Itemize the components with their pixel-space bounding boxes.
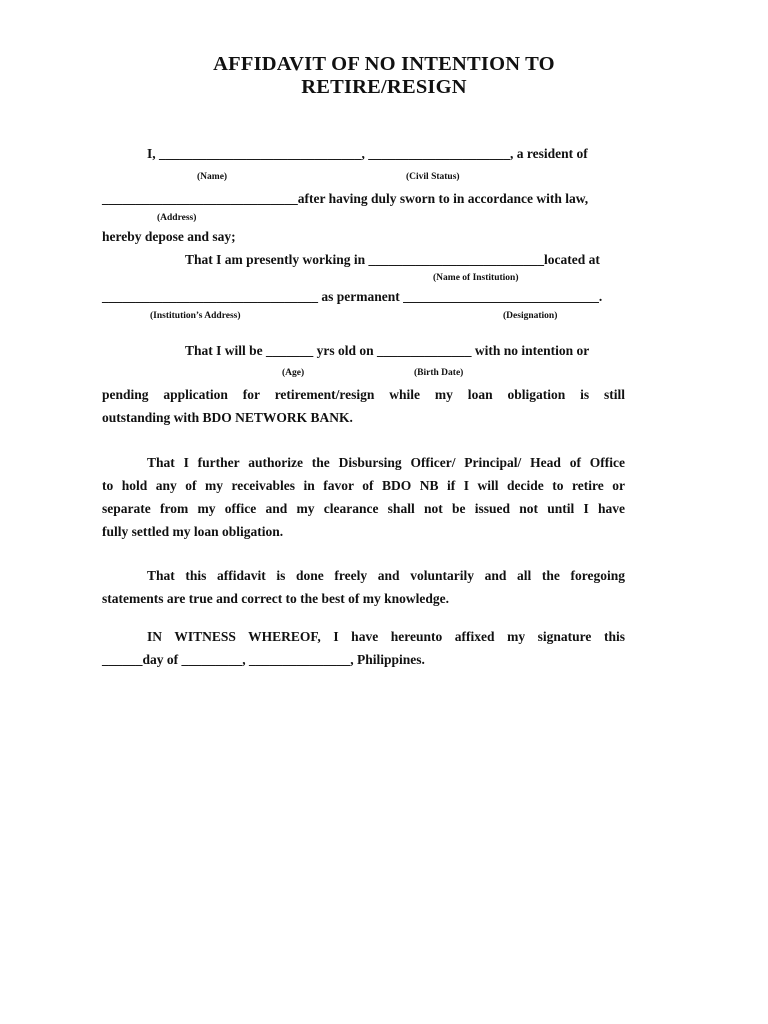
document-title [0,53,768,99]
title-line-1: AFFIDAVIT OF NO INTENTION TO [213,53,555,75]
working-line: That I am presently working in __________________________located at [185,252,600,267]
caption-address: (Address) [157,213,197,223]
title-line-2: RETIRE/RESIGN [301,76,467,98]
paragraph-2-line-3: separate from my office and my clearance shall not be issued not until I have [102,501,625,516]
caption-civil-status: (Civil Status) [406,172,460,182]
witness-line-2: ______day of _________, _______________, Philippines. [102,652,425,667]
paragraph-2-line-4: fully settled my loan obligation. [102,524,284,539]
witness-line-1: IN WITNESS WHEREOF, I have hereunto affixed my signature this [147,629,625,644]
age-line: That I will be _______ yrs old on ______________ with no intention or [185,343,590,358]
paragraph-3-line-1: That this affidavit is done freely and voluntarily and all the foregoing [147,568,625,583]
caption-birth-date: (Birth Date) [414,368,464,378]
permanent-line: ________________________________ as permanent _____________________________. [102,289,603,304]
caption-institution-address: (Institution’s Address) [150,311,241,321]
paragraph-1-line-1: pending application for retirement/resign while my loan obligation is still [102,387,625,402]
intro-line-3: hereby depose and say; [102,229,236,244]
caption-name: (Name) [197,172,228,182]
intro-line-1: I, ______________________________, _____________________, a resident of [147,146,588,161]
caption-designation: (Designation) [503,311,558,321]
paragraph-3-line-2: statements are true and correct to the best of my knowledge. [102,591,450,606]
caption-age: (Age) [282,368,305,378]
paragraph-2-line-1: That I further authorize the Disbursing Officer/ Principal/ Head of Office [147,455,625,470]
paragraph-1-line-2: outstanding with BDO NETWORK BANK. [102,410,353,425]
caption-institution: (Name of Institution) [433,273,519,283]
intro-line-2: _____________________________after having duly sworn to in accordance with law, [102,191,589,206]
paragraph-2-line-2: to hold any of my receivables in favor of BDO NB if I will decide to retire or [102,478,625,493]
